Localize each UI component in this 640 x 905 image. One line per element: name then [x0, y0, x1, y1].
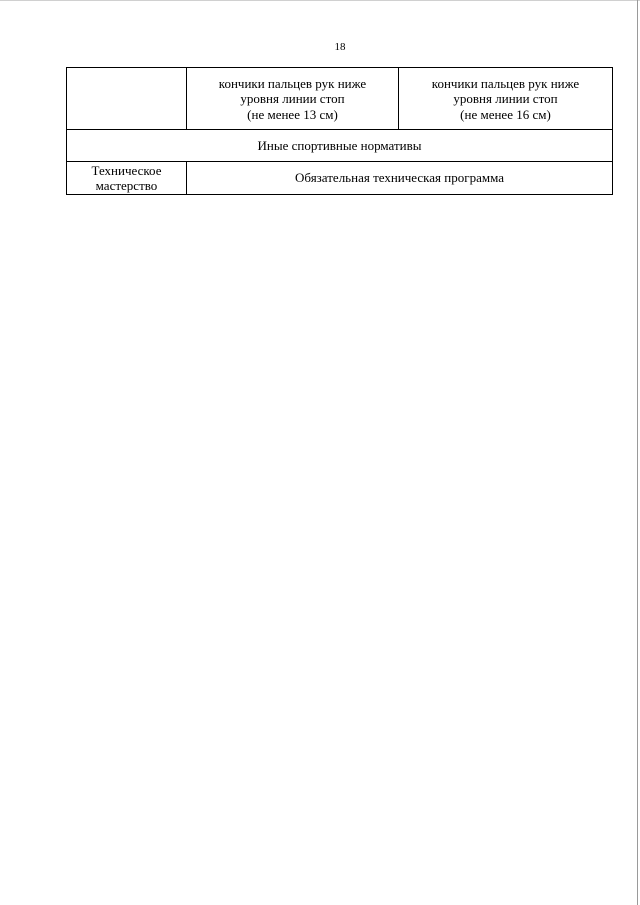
scan-edge-top [0, 0, 640, 1]
table-row [67, 162, 613, 195]
table-row [67, 68, 613, 130]
norms-table [66, 67, 613, 195]
section-title: Иные спортивные нормативы [257, 137, 422, 153]
table-cell-value [187, 162, 613, 195]
table-cell-empty [67, 68, 187, 130]
table-cell-label [67, 162, 187, 195]
section-title-cell [67, 130, 613, 162]
table-cell [399, 68, 613, 130]
table-row-section [67, 130, 613, 162]
page-number: 18 [334, 41, 346, 53]
row-value: Обязательная техническая программа [295, 170, 504, 186]
cell-text: кончики пальцев рук ниже уровня линии стоп (не менее 16 см) [431, 75, 580, 122]
scan-edge-right [637, 0, 638, 905]
row-label: Техническое мастерство [91, 162, 162, 193]
cell-text: кончики пальцев рук ниже уровня линии стоп (не менее 13 см) [218, 75, 367, 122]
table-cell [187, 68, 399, 130]
